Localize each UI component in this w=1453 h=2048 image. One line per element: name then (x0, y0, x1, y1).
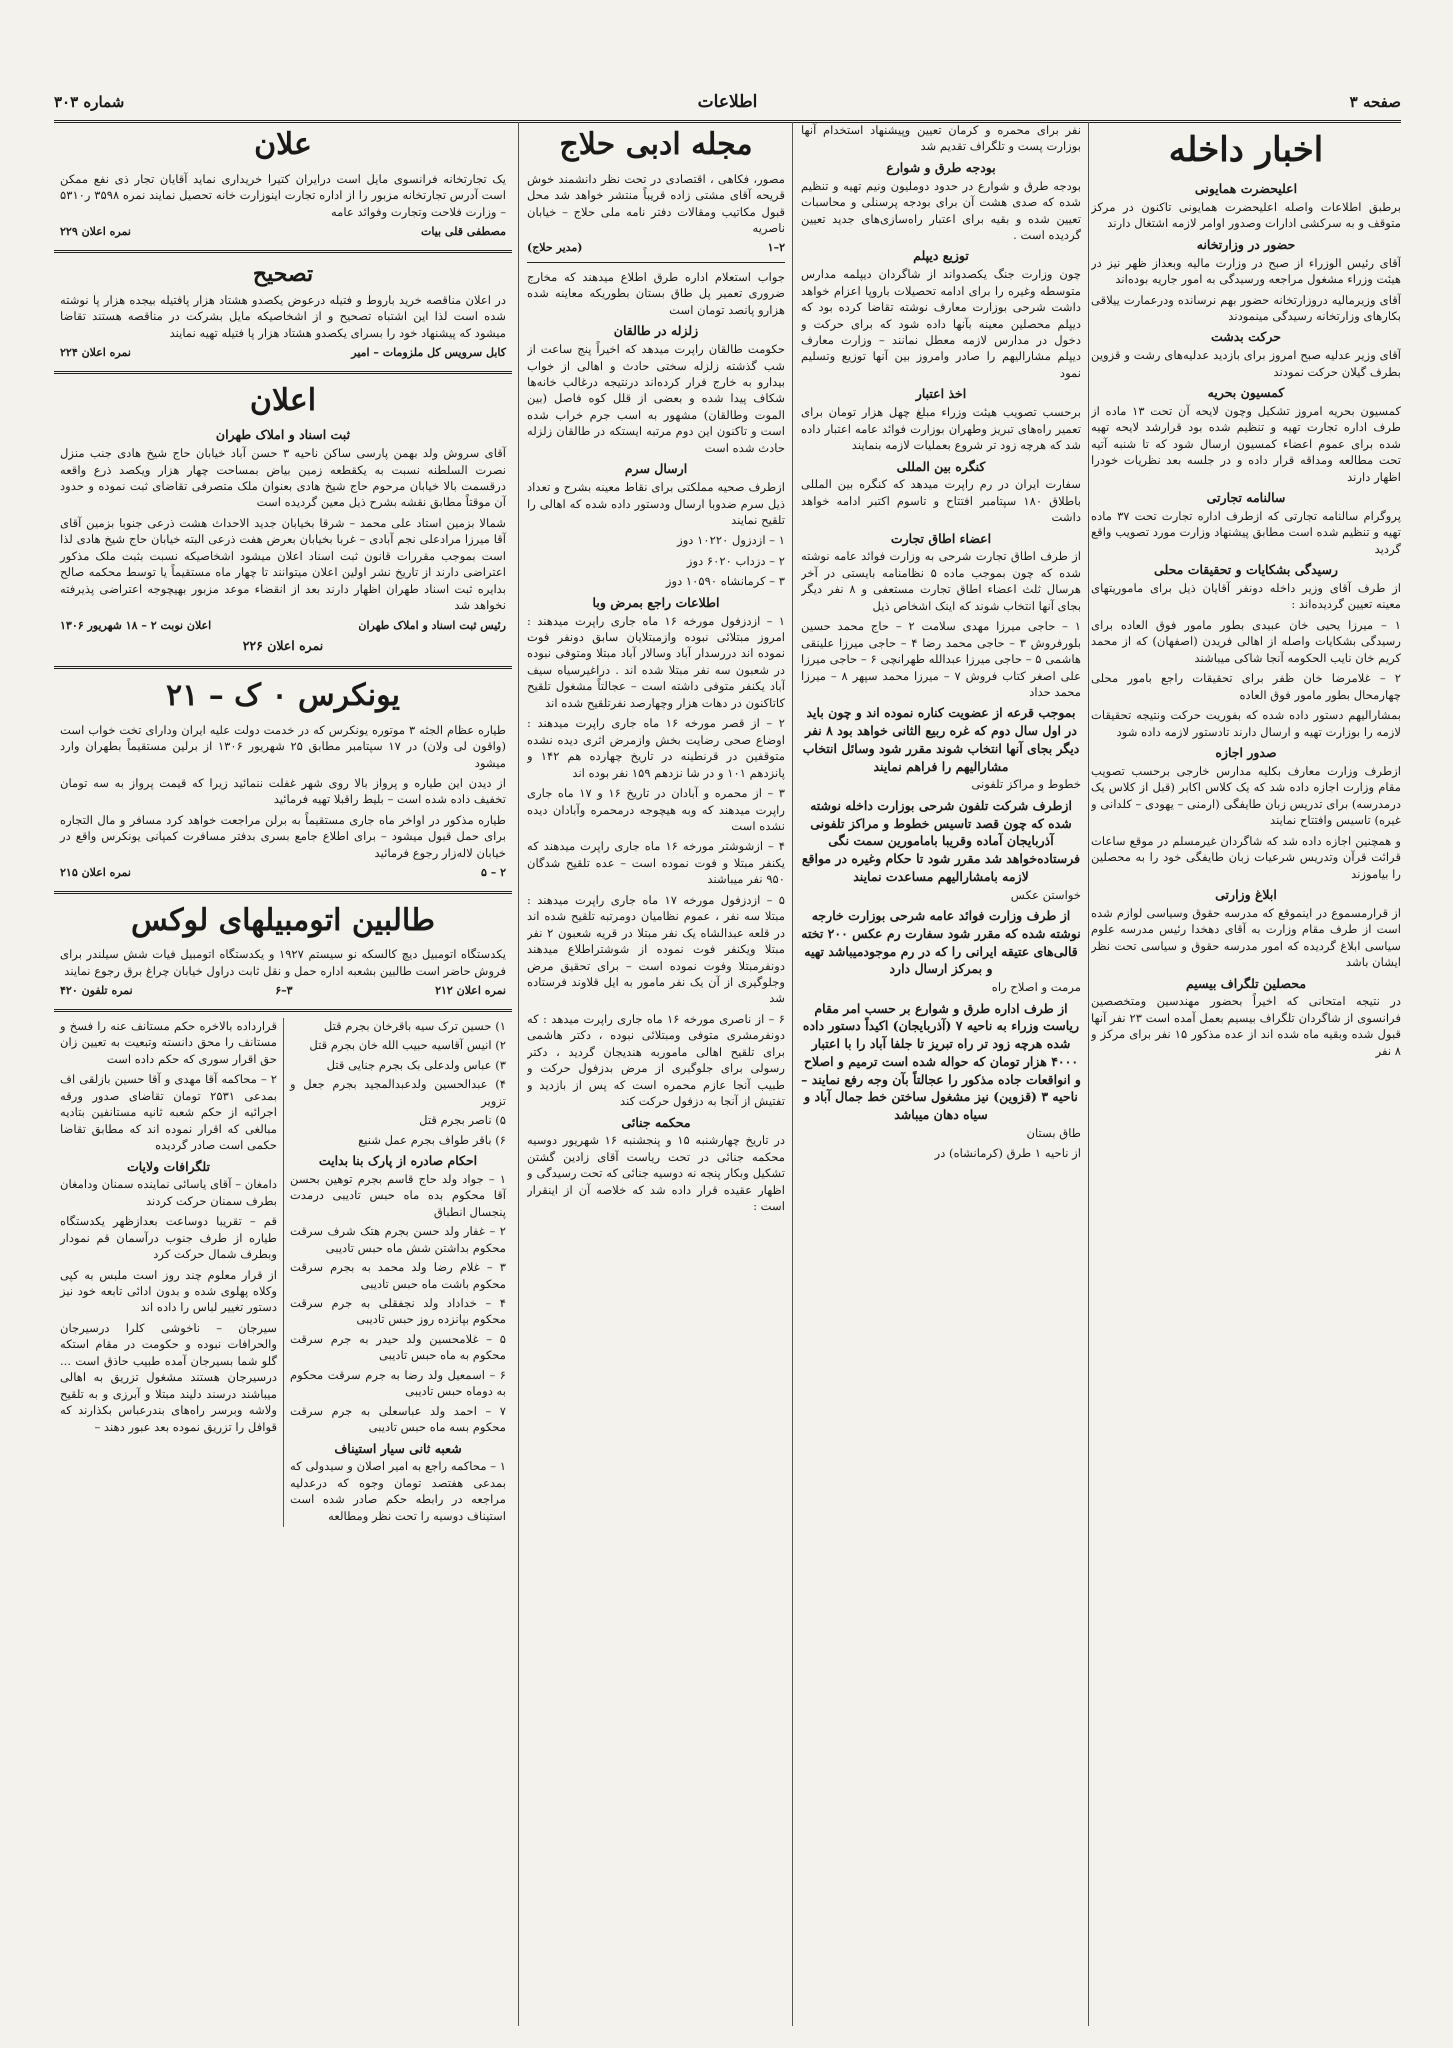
ad-registry (54, 380, 512, 660)
section-body: آقای رئیس الوزراء از صبح در وزارت مالیه وبعداز ظهر نیز در هیئت وزراء مشغول مراجعه ورسیدگی به امور جاریه بوده‌اند (1091, 255, 1401, 287)
article-paragraph: بودجه طرق و شوارع در حدود دوملیون ونیم تهیه و تنظیم شده که صدی هشت آن برای بودجه پرسنلی و محاسبات تعیین شده و بقیه برای اعتبار راه‌سازی‌های جدید تعیین گردیده است . (801, 178, 1081, 243)
article-paragraph: خطوط و مراکز تلفونی (971, 777, 1081, 792)
domestic-news-column (1091, 122, 1401, 2026)
section-body: آقای وزیر عدلیه صبح امروز برای بازدید عدلیه‌های رشت و قزوین بطرف گیلان حرکت نمودند (1091, 348, 1401, 379)
article-paragraph: چون وزارت جنگ یکصدو‌اند از شاگردان دیپلمه مدارس متوسطه وغیره را برای ادامه تحصیلات باروپا اعزام خواهد داشت شرحی بوزارت معارف نوشته تقاضا کرده بود که دیپلم محصلین معینه بآنها داده شود که برای حرکت و دخول در مدارس لازمه معطل نمانند – وزارت معارف دیپلم مشارالیهم را صادر وامروز بین آنها توزیع وتسلیم نمود (801, 267, 1081, 380)
ruling-item: ۲) انیس آقاسیه حبیب الله خان بجرم قتل (309, 1038, 506, 1053)
ruling-item: ۵) ناصر بجرم قتل (419, 1113, 506, 1128)
section-body: از قرارمسموع در اینموقع که مدرسه حقوق وسیاسی لوازم شده است از طرف مقام وزارت به آقای دهخدا رئیس مدرسه علوم سیاسی ابلاغ گردیده که امور مدرسه حقوق و سیاسی تحت نظر ایشان باشد (1091, 905, 1401, 970)
ads-column (54, 122, 512, 2026)
ad-kathira-title: علان (254, 127, 312, 162)
telegram-paragraph: قم – تقریبا دوساعت بعدازظهر یکدستگاه طیاره از طرف جنوب درآسمان قم نمودار وبطرف شمال حرکت کرد (60, 1214, 277, 1262)
article-paragraph: ۱ – ازدزول ۱۰۲۲۰ دوز (677, 533, 785, 548)
article-heading: بودجه طرق و شوارع (886, 159, 996, 175)
column-divider (792, 122, 793, 2026)
news-column-2 (801, 122, 1081, 2026)
ruling-item: ۳) عباس ولدعلی بک بجرم جنایی قتل (326, 1057, 506, 1072)
ruling-item: ۶) باقر طواف بجرم عمل شنیع (358, 1132, 506, 1147)
article-heading: زلزله در طالقان (613, 323, 699, 339)
article-paragraph: سفارت ایران در رم راپرت میدهد که کنگره بین المللی باطلاق ۱۸۰ سپتامبر افتتاح و تاسوم اکتبر ادامه خواهد داشت (801, 477, 1081, 525)
halaj-signature: (مدیر حلاج) (527, 241, 583, 255)
provincial-telegrams (54, 1018, 283, 1527)
article-heading: اخذ اعتبار (915, 386, 967, 402)
section-heading: اعلیحضرت همایونی (1194, 181, 1298, 197)
ruling-item: ۱) حسین ترک سیه باقرخان بجرم قتل (323, 1018, 506, 1033)
article-paragraph: ۶ – از ناصری مورخه ۱۶ ماه جاری راپرت میدهد : که دونفرمشری متوفی ومبتلائی نبوده ، دکتر هاشمی برای تلقیح اهالی ماموربه هندیجان گردید ، دکتر رسولی برای جلوگیری از مرض بدزفول حرکت و طبیب آنجا عازم محمره است که پس از بازدید و تفتیش از آنجا به دزفول حرکت کند (527, 1011, 785, 1109)
section-body: بمشارالیهم دستور داده شده که بفوریت حرکت ونتیجه تحقیقات لازمه را بوزارت تهیه و ارسال دارند تادستور لازمه داده شود (1091, 708, 1401, 739)
ruling-item: ۴ – خداداد ولد نجفقلی به جرم سرقت محکوم بپانزده روز حبس تادیبی (290, 1296, 506, 1327)
ad-registry-subtitle: ثبت اسناد و املاک طهران (215, 427, 351, 443)
column-divider (1088, 122, 1089, 2026)
court-rulings (283, 1018, 512, 1527)
ad-correction (54, 259, 512, 365)
ad-correction-sign: کابل سرویس کل ملزومات – امیر (351, 346, 506, 360)
ad-lux-body: یکدستگاه اتومبیل دیچ کالسکه نو سیستم ۱۹۲۷ و یکدستگاه اتومبیل فیات شش سیلندر برای فروش حاضر است طالبین بشعبه اداره حمل و نقل ثابت دراول خیابان چراغ برق رجوع نمایند (60, 947, 506, 978)
section-body: ازطرف وزارت معارف بکلیه مدارس خارجی برحسب تصویب مقام وزارت اجازه داده شد که یک کلاس اکابر (قبل از کلاس یک درمدرسه) برای تدریس زبان طایفگی (ارمنی – یهودی – کلدانی و غیره) تاسیس وافتتاح نمایند (1091, 763, 1401, 828)
section-heading: کمسیون بحریه (1207, 385, 1285, 401)
ruling-item: ۳ – غلام رضا ولد محمد به بجرم سرقت محکوم باشت ماه حبس تادیبی (290, 1260, 506, 1291)
list-heading: شعبه ثانی سیار استیناف (334, 1440, 462, 1456)
article-paragraph: ۳ – از محمره و آبادان در تاریخ ۱۶ و ۱۷ ماه جاری راپرت میدهند که وبه هیچوجه درمحمره وآبادان دیده نشده است (527, 786, 785, 833)
article-paragraph: نفر برای محمره و کرمان تعیین وپیشنهاد استخدام آنها بوزارت پست و تلگراف تقدیم شد (801, 123, 1081, 154)
section-body: پروگرام سالنامه تجارتی که ازطرف اداره تجارت تحت ۳۷ ماده تهیه و تنظیم شده است مطابق پیشنهاد وزارت مورد تصویب واقع گردید (1091, 508, 1401, 556)
section-body: برطبق اطلاعات واصله اعلیحضرت همایونی تاکنون در مرکز متوقف و به سرکشی ادارات وصدور اوامر لازمه اشتغال دارند (1091, 200, 1401, 231)
list-heading: احکام صادره از پارک بنا بدایت (318, 1153, 478, 1169)
halaj-masthead: مجله ادبی حلاج (559, 127, 753, 162)
paper-name: اطلاعات (697, 92, 758, 112)
section-heading: رسیدگی بشکایات و تحقیقات محلی (1154, 562, 1338, 578)
ad-junkers-code: ۲ – ۵ (480, 866, 506, 880)
ruling-item: ۲ – غفار ولد حسن بجرم هتک شرف سرقت محکوم بداشتن شش ماه حبس تادیبی (290, 1224, 506, 1255)
ad-kathira (54, 124, 512, 244)
article-heading: اعضاء اطاق تجارت (890, 530, 992, 546)
ad-kathira-body: یک تجارتخانه فرانسوی مایل است درایران کتیرا خریداری نماید آقایان تجار ذی نفع ممکن است آدرس تجارتخانه مزبور را از اداره تجارت اینوزارت خانه تحصیل نمایند نمره ۳۵۹۸ ر۵۳۱۰ – وزارت فلاحت وتجارت وفوائد عامه (60, 171, 506, 219)
article-paragraph: ۳ – کرمانشاه ۱۰۵۹۰ دوز (665, 574, 785, 589)
ad-junkers (54, 675, 512, 885)
article-heading: ازطرف شرکت تلفون شرحی بوزارت داخله نوشته شده که چون قصد تاسیس خطوط و مراکز تلفونی آذربایجان آماده وقریبا بامامورین سمت نگی فرستاده‌خواهد شد مقرر شود تا حکام وغیره در مواقع لازمه بامشارالیهم مساعدت نمایند (801, 797, 1081, 884)
article-heading: کنگره بین المللی (896, 458, 986, 474)
section-heading: صدور اجازه (1215, 745, 1277, 761)
ad-registry-body2: شمالا بزمین استاد علی محمد – شرقا بخیابان جدید الاحداث هشت ذرعی جنوبا بزمین آقای آقا میرزا مرادعلی نجم آبادی – غربا بخیابان بعرض هفت ذرعی البته خیابان حاج شیخ هادی لذا است بموجب مقررات قانون ثبت اسناد اعلان میشود اشخاصیکه نسبت بثبت ملک مذکور اعتراضی دارند از تاریخ نشر اولین اعلان میتوانند تا چهار ماه مستقیماً یا توسط محکمه صالح بدایره ثبت اسناد طهران اظهار دارند بعد از انقضاء موعد مزبور بهیچوجه اعتراضی پذیرفته نخواهد شد (60, 515, 506, 613)
ad-registry-title: اعلان (249, 382, 317, 418)
ad-lux-phone: نمره تلفون ۴۲۰ (60, 984, 133, 998)
ad-kathira-number: نمره اعلان ۲۲۹ (60, 224, 131, 238)
article-heading: از طرف اداره طرق و شوارع بر حسب امر مقام ریاست وزراء به ناحیه ۷ (آذربایجان) اکیداً دستور داده شده هرچه زود تر راه تبریز تا جلفا آباد را با اعتبار ۴۰۰۰ هزار تومان که حواله شده است ترمیم و اصلاح و انواقعات جاده مذکور را عجالتاً بآن وجه رفع نمایند – ناحیه ۳ (قزوین) نیز مشغول ساختن خط جمال آباد و سیاه دهان میباشد (801, 1000, 1081, 1123)
ad-junkers-body3: طیاره مذکور در اواخر ماه جاری مستقیماً به برلن مراجعت خواهد کرد مسافر و مال التجاره برای حمل قبول میشود – برای اطلاع جامع بسری بدفتر مسافرت کمپانی یونکرس واقع در خیابان لاله‌زار رجوع فرمائید (60, 812, 506, 860)
section-body: در نتیجه امتحانی که اخیراً بحضور مهندسین ومتخصصین فرانسوی از شاگردان تلگراف بیسیم بعمل آمده است ۲۳ نفر آنها قبول شده وبقیه ماه شده اند از عده مذکور ۱۵ نفر برای مرکز و ۸ نفر (1091, 994, 1401, 1058)
ad-lux-title: طالبین اتومبیلهای لوکس (131, 902, 435, 938)
article-heading: بموجب قرعه از عضویت کناره نموده اند و چون باید در اول سال دوم که غره ربیع الثانی خواهد بود ۸ نفر دیگر بجای آنها انتخاب شوند مقرر شود وسائل انتخاب مشارالیهم را فراهم نمایند (802, 705, 1080, 774)
article-paragraph: ازطرف صحیه مملکتی برای نقاط معینه بشرح و تعداد ذیل سرم ضدوبا ارسال ودستور داده شده که اهالی را تلقیح نمایند (527, 480, 785, 527)
telegram-paragraph: سیرجان – ناخوشی کلرا درسیرجان والحرافات نبوده و حکومت در مقام استکه گلو شما بسیرجان آمده طبیب حاذق است ... درسیرجان هستند مشغول تزریق به اهالی میباشند درسند دلیند مبتلا و آبرزی و به تلقیح ولاشه وبرسر راه‌های بندرعباس بکذارند که قوافل را تزریق نموده بعد عبور دهند – (60, 1320, 277, 1434)
section-body: از طرف آقای وزیر داخله دونفر آقایان ذیل برای ماموریتهای معینه تعیین گردیده‌اند : (1091, 581, 1401, 612)
article-heading: از طرف وزارت فوائد عامه شرحی بوزارت خارجه نوشته شده که مقرر شود سفارت رم عکس ۲۰۰ تخته قالی‌های عتیقه ایرانی را که در رم موجودمیباشد تهیه و بمرکز ارسال دارد (801, 908, 1081, 977)
ad-registry-number: نمره اعلان ۲۲۶ (242, 638, 324, 654)
article-heading: محکمه جنائی (621, 1114, 691, 1130)
ruling-item: ۷ – احمد ولد عباسعلی به جرم سرقت محکوم بسه ماه حبس تادیبی (290, 1403, 506, 1435)
article-paragraph: ۱ – حاجی میرزا مهدی سلامت ۲ – حاج محمد حسین بلورفروش ۳ – حاجی محمد رضا ۴ – حاجی میرزا علینقی هاشمی ۵ – حاجی میرزا عبدالله طهرانچی ۶ – حاجی میرزا علی اصغر کتاب فروش ۷ – میرزا محمد سپهر ۸ – میرزا محمد حداد (801, 619, 1081, 699)
domestic-news-masthead: اخبار داخله (1168, 130, 1324, 170)
article-paragraph: از طرف اطاق تجارت شرحی به وزارت فوائد عامه نوشته شده که چون بموجب ماده ۵ نظامنامه بایستی در آخر هرسال ثلث اعضاء اطاق تجارت مستعفی و ۸ نفر دیگر بجای آنها انتخاب شوند که اینک اشخاص ذیل (801, 549, 1081, 613)
ruling-item: ۵ – غلامحسین ولد حیدر به جرم سرقت محکوم به ماه حبس تادیبی (290, 1331, 506, 1363)
ad-lux-number: نمره اعلان ۲۱۲ (435, 984, 506, 998)
section-body: و همچنین اجازه داده شد که شاگردان غیرمسلم در موقع ساعات قرائت قرآن وتدریس شرعیات زبان طایفگی خود را به محصلین را بیاموزند (1091, 833, 1401, 881)
article-paragraph: ۴ – ازشوشتر مورخه ۱۶ ماه جاری راپرت میدهند که یکنفر مبتلا و فوت نموده است – عده تلقیح شدگان ۹۵۰ نفر میباشند (527, 839, 785, 887)
section-heading: ابلاغ وزارتی (1215, 887, 1277, 903)
article-paragraph: در تاریخ چهارشنبه ۱۵ و پنجشنبه ۱۶ شهریور دوسیه محکمه جنائی در تحت ریاست آقای زادین گشتن تشکیل وبکار پنجه نه دوسیه جنائی که تحت رسیدگی و اظهار عقیده قرار داده شد که خلاصه آن از اینقرار است : (527, 1133, 785, 1214)
article-paragraph: ۲ – دزداب ۶۰۲۰ دوز (686, 553, 785, 568)
halaj-code: ۲–۱ (767, 241, 785, 255)
section-body: ۱ – میرزا یحیی خان عبیدی بطور مامور فوق العاده برای رسیدگی بشکایات واصله از اهالی فریدن (اصفهان) که از محمد کریم خان نایب الحکومه آنجا شاکی میباشند (1091, 617, 1401, 665)
ad-registry-body: آقای سروش ولد بهمن پارسی ساکن ناحیه ۳ حسن آباد خیابان حاج شیخ هادی جنب منزل نصرت السلطنه نسبت به یکقطعه زمین بیاض بمساحت چهار هزار ویکصد ذرع واقعه درقسمت بالا خیابان مرحوم حاج شیخ هادی بعنوان ملک متصرفی تقاضای ثبت نموده و حدود آن موقتاً مطابق نقشه بشرح ذیل معین گردیده است (60, 446, 506, 510)
column-divider (518, 122, 519, 2026)
ruling-item: ۶ – اسمعیل ولد رضا به جرم سرقت محکوم به دوماه حبس تادیبی (290, 1367, 506, 1399)
ruling-item: ۱ – جواد ولد حاج قاسم بجرم توهین بحسن آقا محکوم بده ماه حبس تادیبی درمدت پنجسال انطباق (290, 1171, 506, 1219)
ruling-item: ۱ – محاکمه راجع به امیر اصلان و سیدولی که بمدعی هفتصد تومان وجوه که درعدلیه مراجعه در رابطه حکم صادر شده است استیناف دوسیه را تحت نظر ومطالعه (290, 1459, 506, 1523)
telegram-paragraph: قرارداده بالاخره حکم مستانف عنه را فسخ و مستانف را محق دانسته وتبعیت به تعیین زان حق اقرار سوری که حکم داده است (60, 1018, 277, 1066)
ad-junkers-number: نمره اعلان ۲۱۵ (60, 866, 131, 880)
article-heading: ارسال سرم (624, 461, 688, 477)
article-paragraph: ۵ – ازدزفول مورخه ۱۷ ماه جاری راپرت میدهند : مبتلا سه نفر ، عموم نظامیان دومرتبه تلقیح شده اند در قلعه عبدالشاه یک نفر مبتلا در قریه شعبون ۲ نفر مبتلا ویکنفر فوت نموده از شوشتراطلاع میدهند دونفرمبتلا وفوت نموده است – برای تحقیق مرض وجلوگیری از آن یک نفر مامور به ایل قلاوند فرستاده شد (527, 892, 785, 1006)
ruling-item: ۴) عبدالحسین ولدعبدالمجید بجرم جعل و تزویر (290, 1077, 506, 1108)
ad-junkers-title: یونکرس ۰ ک – ۲۱ (166, 678, 400, 713)
article-paragraph: مرمت و اصلاح راه (991, 980, 1081, 995)
telegram-paragraph: دامغان – آقای یاسائی نماینده سمنان ودامغان بطرف سمنان حرکت کردند (60, 1177, 277, 1208)
article-heading: اطلاعات راجع بمرض وبا (592, 594, 720, 610)
lower-columns (54, 1018, 512, 1527)
ad-correction-title: تصحیح (252, 260, 314, 287)
article-heading: توزیع دیپلم (913, 248, 969, 264)
article-paragraph: ۲ – از قصر مورخه ۱۶ ماه جاری راپرت میدهند : اوضاع صحی رضایت بخش وازمرض اثری دیده نشده متوقفین در قرنطینه در تاریخ چهارده هم ۱۴۲ و پانزدهم ۱۰۱ و در شا نزدهم ۱۵۹ نفر بوده اند (527, 716, 785, 780)
ad-lux-code: ۳–۶ (275, 984, 293, 998)
ad-junkers-body2: از دیدن این طیاره و پرواز بالا روی شهر غفلت ننمائید زیرا که قیمت پرواز به سه تومان تخفیف داده شده است – بلیط راقبلا تهیه فرمائید (60, 775, 506, 807)
page-number: صفحه ۳ (1349, 93, 1401, 111)
article-paragraph: ۱ – ازدزفول مورخه ۱۶ ماه جاری راپرت میدهند : امروز مبتلائی نبوده وازمبتلایان سابق دونفر فوت نموده اند دررسدار آباد وسالار آباد مبتلا ومتوفی نبوده در شعبون سه نفر مبتلا شده اند . دراغیرسیاه سیف آباد یکنفر متوفی داشته است – عجالتاً مشغول تلقیح کاتاکنون در دهات هزار وچهارصد نفرتلقیح شده اند (527, 613, 785, 710)
telegrams-heading: تلگرافات ولایات (126, 1158, 210, 1174)
section-heading: سالنامه تجارتی (1206, 490, 1286, 506)
halaj-intro: مصور، فکاهی ، اقتصادی در تحت نظر دانشمند خوش قریحه آقای مشتی زاده قریباً منتشر خواهد شد محل قبول مکاتیب ومقالات دفتر نامه ملی حلاج – خیابان ناصریه (527, 171, 785, 235)
article-paragraph: برحسب تصویب هیئت وزراء مبلغ چهل هزار تومان برای تعمیر راه‌های تبریز وطهران بوزارت فوائد عامه اعتبار داده شد که هرچه زود تر شروع بعملیات لازمه بنمایند (801, 405, 1081, 453)
page-header (54, 84, 1401, 123)
ad-registry-sign: رئیس ثبت اسناد و املاک طهران (358, 618, 506, 632)
section-body: آقای وزیرمالیه دروزارتخانه حضور بهم نرسانده ودرعمارت ییلاقی بکارهای وزارتخانه رسیدگی مینمودند (1091, 292, 1401, 324)
section-body: ۲ – غلامرضا خان ظفر برای تحقیقات راجع بامور محلی چهارمحال بطور مامور فوق العاده (1091, 671, 1401, 702)
telegram-paragraph: از قرار معلوم چند روز است ملبس به کپی وکلاه پهلوی شده و بدون ادائی تابعه خود نیز دستور تغییر لباس را داده اند (60, 1267, 277, 1315)
news-column-3 (527, 122, 785, 2026)
ad-correction-body: در اعلان مناقصه خرید باروط و فتیله درعوض یکصدو هشتاد هزار پافتیله بیجده هزار پا نوشته شده است لذا این اشتباه تصحیح و از اشخاصیکه مایل بشرکت در مناقصه هستند تقاضا میشود که پیشنهاد خود را بسرای یکصدو هشتاد هزار پا فتیله تهیه نمایند (60, 292, 506, 340)
ad-junkers-body: طیاره عظام الجثه ۳ موتوره یونکرس که در خدمت دولت علیه ایران ودارای تخت خواب است (واقون لی ولان) در ۱۷ سپتامبر مطابق ۲۵ شهریور ۱۳۰۶ از برلین مستقیماً بطهران وارد میشود (60, 722, 506, 770)
section-body: کمسیون بحریه امروز تشکیل وچون لایحه آن تحت ۱۳ ماده از طرف اداره تجارت تهیه و تنظیم شده بود قرارشد لایحه تهیه شده برای عموم اعضاء کمسیون ارسال شود که تا شنبه آتیه تحت مطالعه ومداقه قرار داده و در جلسه بعد نظریات خودرا اظهار دارند (1091, 403, 1401, 484)
article-paragraph: حکومت طالقان راپرت میدهد که اخیراً پنج ساعت از شب گذشته زلزله سختی حادث و اهالی از خواب بیدارو به خارج فرار کرده‌اند درنتیجه درغالب خانه‌ها شکاف پیدا شده و بعضی از قلل کوه فاصل (بین الموت وطالقان) مشهور به اسب جرم خراب شده است و تاکنون این دوم مرتبه ایستکه در طالقان زلزله حادث شده است (527, 342, 785, 455)
section-heading: حرکت بدشت (1211, 329, 1281, 345)
article-paragraph: خواستن عکس (1010, 887, 1081, 902)
ad-correction-number: نمره اعلان ۲۲۴ (60, 346, 131, 360)
article-paragraph: طاق بستان (1026, 1125, 1081, 1140)
section-heading: حضور در وزارتخانه (1196, 236, 1296, 252)
article-paragraph: جواب استعلام اداره طرق اطلاع میدهند که مخارج ضروری تعمیر پل طاق بستان بطوریکه معاینه شده هزارو پانصد تومان است (527, 270, 785, 317)
ad-kathira-sign: مصطفی قلی بیات (420, 224, 506, 238)
telegram-paragraph: ۲ – محاکمه آقا مهدی و آقا حسین بازلقی اف بمدعی ۲۵۳۱ تومان تقاضای صدور ورقه اجرائیه از حکم شعبه ثانیه مستانفین بتادیه مبالغی که اقرار نموده اند که مطابق تقاضا حکمی است صادر گردیده (60, 1072, 277, 1153)
ad-registry-date: اعلان نوبت ۲ – ۱۸ شهریور ۱۳۰۶ (60, 618, 212, 632)
ad-lux-cars (54, 900, 512, 1003)
issue-number: شماره ۳۰۳ (54, 93, 125, 111)
section-heading: محصلین تلگراف بیسیم (1185, 975, 1307, 991)
article-paragraph: از ناحیه ۱ طرق (کرمانشاه) در (934, 1146, 1081, 1161)
